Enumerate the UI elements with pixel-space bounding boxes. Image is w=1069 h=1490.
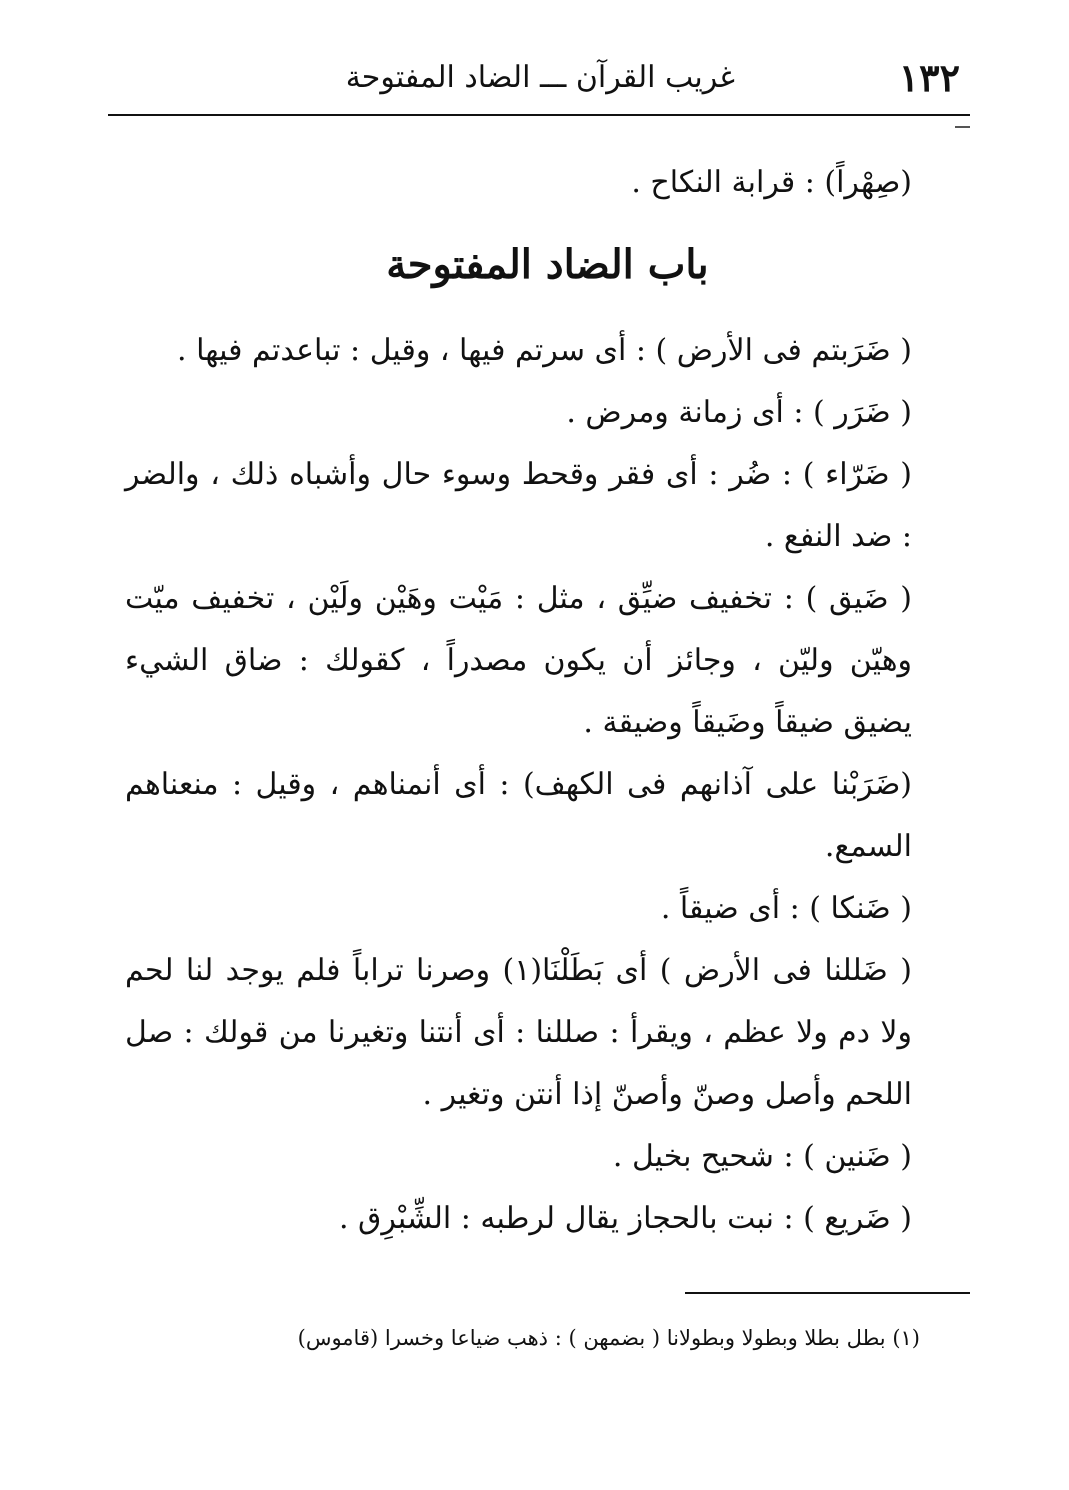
footnote-rule <box>685 1292 970 1294</box>
entry-daraabtum: ( ضَرَبتم فى الأرض ) : أى سرتم فيها ، وقيل : تباعدتم فيها . <box>177 333 912 368</box>
running-title: غريب القرآن ـــ الضاد المفتوحة <box>345 60 735 95</box>
entry-dari: ( ضَريع ) : نبت بالحجاز يقال لرطبه : الشِّبْرِق . <box>338 1201 912 1236</box>
page-header <box>108 52 970 104</box>
entry-danin: ( ضَنين ) : شحيح بخيل . <box>612 1139 912 1174</box>
entry-darar: ( ضَرَر ) : أى زمانة ومرض . <box>566 395 912 430</box>
entry-dayq: ( ضَيق ) : تخفيف ضيِّق ، مثل : مَيْت وهَيْن ولَيْن ، تخفيف ميّت وهيّن وليّن ، وجائز أن يكون مصدراً ، كقولك : ضاق الشيء يضيق ضيقاً وضَيقاً وضيقة . <box>125 581 912 740</box>
section-title: باب الضاد المفتوحة <box>386 241 709 288</box>
entry-darraa: ( ضَرّاء ) : ضُر : أى فقر وقحط وسوء حال وأشباه ذلك ، والضر : ضد النفع . <box>125 457 912 554</box>
page-number: ١٣٢ <box>898 55 960 100</box>
entry-dalalna: ( ضَللنا فى الأرض ) أى بَطَلْنَا(١) وصرنا تراباً فلم يوجد لنا لحم ولا دم ولا عظم ، ويقرأ : صللنا : أى أنتنا وتغيرنا من قولك : صل اللحم وأصل وصنّ وأصنّ إذا أنتن وتغير . <box>125 953 912 1112</box>
footnote: (١) بطل بطلا وبطولا وبطولانا ( بضمهن ) : ذهب ضياعا وخسرا (قاموس) <box>297 1326 920 1350</box>
header-rule-mark <box>955 126 970 128</box>
intro-entry: (صِهْراً) : قرابة النكاح . <box>631 165 912 200</box>
header-rule <box>108 114 970 116</box>
entry-darabna: (ضَرَبْنا على آذانهم فى الكهف) : أى أنمناهم ، وقيل : منعناهم السمع. <box>125 767 912 864</box>
entry-dank: ( ضَنكا ) : أى ضيقاً . <box>660 891 912 926</box>
page-body <box>125 152 970 1250</box>
